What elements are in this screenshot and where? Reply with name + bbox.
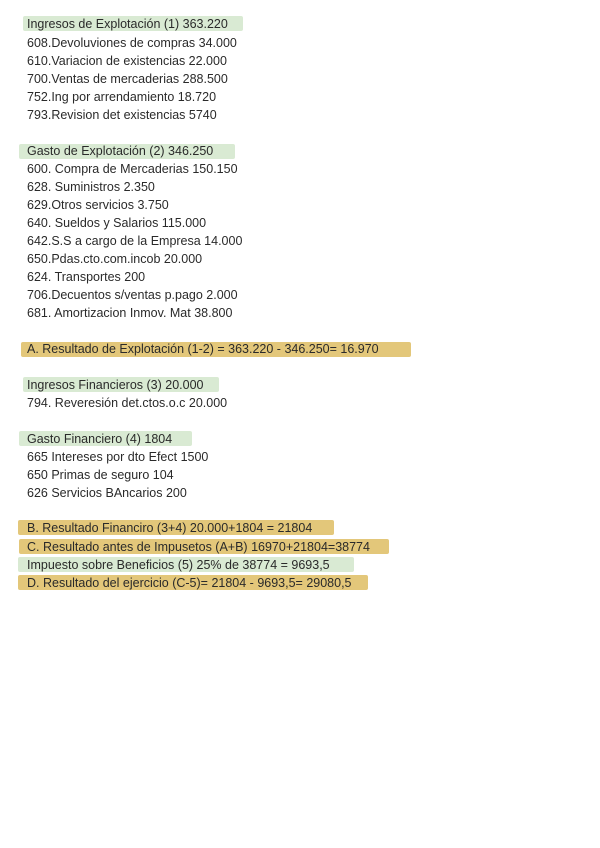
resultado-antes-impuestos: C. Resultado antes de Impusetos (A+B) 16970+21804=38774 [27,540,370,554]
gasto-financiero-item: 650 Primas de seguro 104 [27,468,174,482]
resultado-explotacion: A. Resultado de Explotación (1-2) = 363.220 - 346.250= 16.970 [27,342,379,356]
ingresos-financieros-item: 794. Reveresión det.ctos.o.c 20.000 [27,396,228,410]
ingresos-explotacion-item: 610.Variacion de existencias 22.000 [27,54,227,68]
ingresos-explotacion-item: 608.Devoluviones de compras 34.000 [27,36,237,50]
resultado-ejercicio: D. Resultado del ejercicio (C-5)= 21804 - 9693,5= 29080,5 [27,576,352,590]
gasto-explotacion-item: 706.Decuentos s/ventas p.pago 2.000 [27,288,238,302]
gasto-financiero-item: 626 Servicios BAncarios 200 [27,486,187,500]
ingresos-explotacion-item: 700.Ventas de mercaderias 288.500 [27,72,228,86]
ingresos-explotacion-item: 752.Ing por arrendamiento 18.720 [27,90,217,104]
gasto-explotacion-item: 624. Transportes 200 [27,270,146,284]
ingresos-explotacion-item: 793.Revision det existencias 5740 [27,108,217,122]
ingresos-financieros-title: Ingresos Financieros (3) 20.000 [27,378,204,392]
impuesto-beneficios: Impuesto sobre Beneficios (5) 25% de 38774 = 9693,5 [27,558,330,572]
gasto-explotacion-item: 642.S.S a cargo de la Empresa 14.000 [27,234,243,248]
gasto-explotacion-item: 650.Pdas.cto.com.incob 20.000 [27,252,203,266]
gasto-explotacion-item: 629.Otros servicios 3.750 [27,198,169,212]
gasto-explotacion-item: 600. Compra de Mercaderias 150.150 [27,162,238,176]
gasto-financiero-title: Gasto Financiero (4) 1804 [27,432,173,446]
gasto-explotacion-item: 681. Amortizacion Inmov. Mat 38.800 [27,306,233,320]
gasto-financiero-item: 665 Intereses por dto Efect 1500 [27,450,209,464]
gasto-explotacion-item: 628. Suministros 2.350 [27,180,155,194]
ingresos-explotacion-title: Ingresos de Explotación (1) 363.220 [27,17,228,31]
resultado-financiero: B. Resultado Financiro (3+4) 20.000+1804 = 21804 [27,521,313,535]
gasto-explotacion-item: 640. Sueldos y Salarios 115.000 [27,216,207,230]
gasto-explotacion-title: Gasto de Explotación (2) 346.250 [27,144,214,158]
